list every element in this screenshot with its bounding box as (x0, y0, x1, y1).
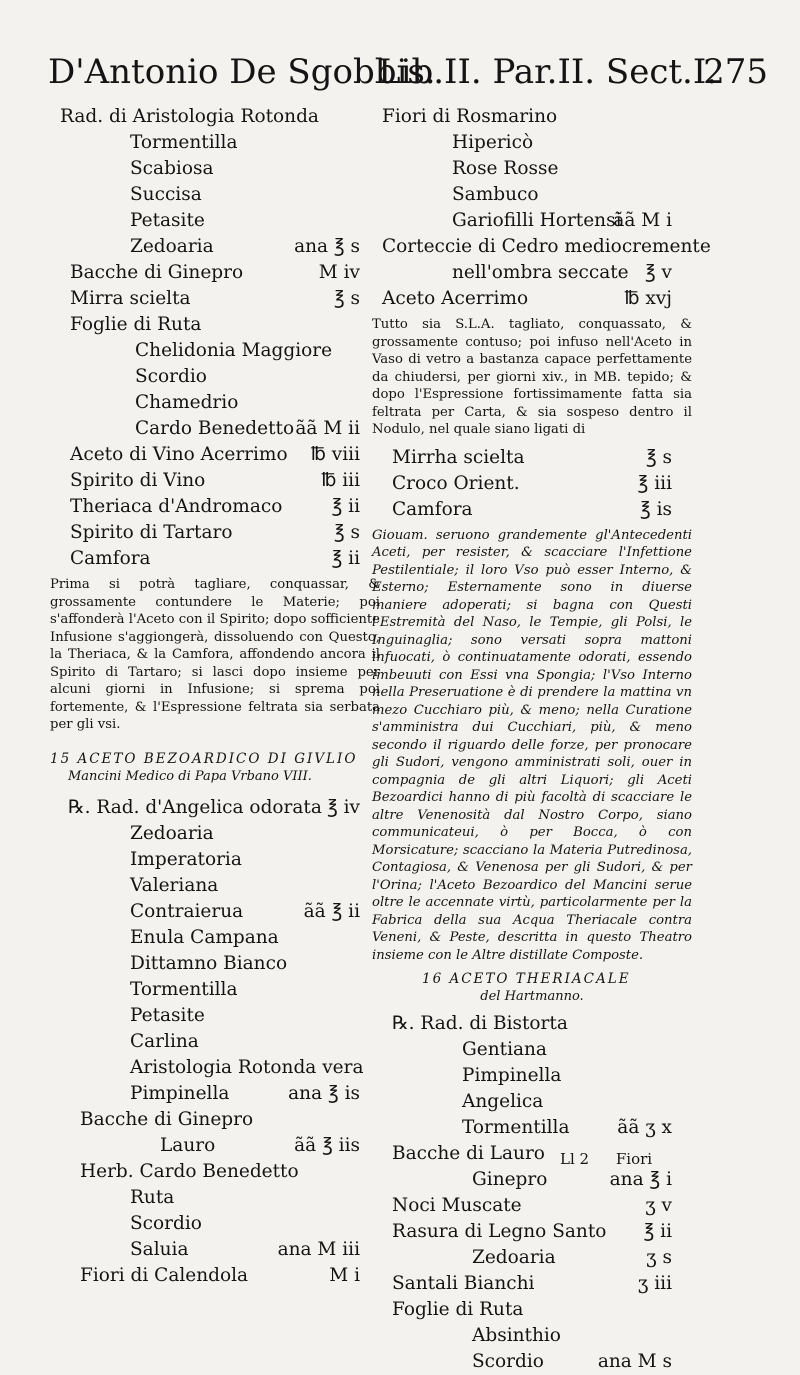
ingredient-line (372, 1193, 692, 1219)
running-head-author: D'Antonio De Sgobbis. (48, 52, 436, 92)
ingredient-line (372, 1271, 692, 1297)
ingredient-line (372, 445, 692, 471)
ingredient-line (372, 1011, 692, 1037)
ingredient-dose: ãã M ii (295, 418, 360, 439)
ingredient-name: Contraierua (130, 900, 244, 922)
catchword: Fiori (615, 1150, 653, 1168)
ingredient-line (372, 1219, 692, 1245)
ingredient-dose: ℥ s (333, 522, 360, 543)
ingredient-line (50, 1029, 380, 1055)
ingredient-name: Spirito di Vino (70, 470, 206, 491)
page-footer (560, 1150, 674, 1168)
ingredient-name: Lauro (160, 1134, 216, 1156)
ingredient-name: Fiori di Calendola (80, 1264, 249, 1286)
ingredient-name: Spirito di Tartaro (70, 522, 233, 543)
ingredient-dose: ãã ℥ iis (294, 1134, 360, 1156)
ingredient-dose: ℥ ii (331, 548, 360, 569)
ingredient-name: Herb. Cardo Benedetto (80, 1160, 299, 1182)
ingredient-name: Gentiana (462, 1039, 547, 1060)
ingredient-dose: ãã M i (613, 210, 672, 231)
ingredient-name: Camfora (392, 498, 473, 520)
right-column (372, 104, 711, 1375)
ingredient-name: Chamedrio (135, 392, 239, 413)
ingredient-line (372, 104, 692, 130)
ingredient-dose: ãã ʒ x (617, 1117, 672, 1138)
ingredient-dose: ana ℥ i (609, 1169, 672, 1190)
ingredient-dose: ℔ viii (310, 444, 360, 465)
recipe-subtitle: Mancini Medico di Papa Vrbano VIII. (68, 768, 312, 784)
ingredient-line (50, 951, 380, 977)
ingredient-name: Zedoaria (472, 1247, 556, 1268)
ingredient-line (50, 546, 380, 572)
ingredient-name: Enula Campana (130, 926, 279, 948)
ingredient-line (50, 977, 380, 1003)
recipe-title: 16 ACETO THERIACALE (422, 971, 631, 987)
ingredient-name: Succisa (130, 184, 202, 205)
ingredient-line (50, 1081, 380, 1107)
usage-paragraph: Giouam. seruono grandemente gl'Antecedenti Aceti, per resister, & scacciare l'Infettione Pestilentiale; il loro Vso può esser Interno, & Esterno; Esternamente sono in diuerse maniere adoperati; si bagna con Questi l'Estremità del Naso, le Tempie, gli Polsi, le Inguinaglia; sono versati sopra mattoni infuocati, ò continuatamente odorati, essendo imbeuuti con Essi vna Spongia; l'Vso Interno nella Preseruatione è di prendere la mattina vn mezo Cucchiaro più, & meno; nella Curatione s'amministra dui Cucchiari, più, & meno secondo il riguardo delle forze, per pronocare gli Sudori, vengono amministrati soli, ouer in compagnia de gli altri Liquori; gli Aceti Bezoardici hanno di più facoltà di scacciare le altre Venenosità dal Nostro Corpo, siano communicateui, ò per Bocca, ò con Morsicature; scacciano la Materia Putredinosa, Contagiosa, & Venenosa per gli Sudori, & per l'Orina; l'Aceto Bezoardico del Mancini serue oltre le accennate virtù, particolarmente per la Fabrica della sua Acqua Theriacale contra Veneni, & Peste, descritta in questo Theatro insieme con le Altre distillate Composte. (372, 527, 692, 963)
ingredient-name: Scordio (472, 1351, 544, 1372)
ingredient-name: Gariofilli Hortensi (452, 210, 622, 231)
ingredient-dose: ℥ ii (331, 496, 360, 517)
ingredient-name: Ruta (130, 1186, 175, 1208)
ingredient-line (50, 899, 380, 925)
ingredient-name: Tormentilla (130, 978, 238, 1000)
recipe-14-ingredients (50, 104, 380, 572)
ingredient-name: Camfora (70, 548, 151, 569)
ingredient-line (50, 494, 380, 520)
ingredient-line (50, 390, 380, 416)
ingredient-name: Bacche di Ginepro (70, 262, 244, 283)
ingredient-name: Tormentilla (462, 1117, 570, 1138)
ingredient-name: Zedoaria (130, 822, 214, 844)
ingredient-name: ℞. Rad. di Bistorta (392, 1013, 568, 1034)
signature-mark: Ll 2 (560, 1150, 590, 1168)
ingredient-line (50, 795, 380, 821)
ingredient-line (50, 338, 380, 364)
ingredient-name: Cardo Benedetto (135, 418, 295, 439)
ingredient-dose: ana M s (597, 1351, 672, 1372)
ingredient-line (50, 925, 380, 951)
ingredient-name: Hipericò (452, 132, 534, 153)
ingredient-name: Fiori di Rosmarino (382, 106, 558, 127)
ingredient-line (50, 364, 380, 390)
ingredient-line (50, 1159, 380, 1185)
ingredient-name: Corteccie di Cedro mediocremente (382, 236, 711, 257)
ingredient-name: Valeriana (130, 874, 219, 896)
ingredient-line (372, 234, 711, 260)
ingredient-line (372, 1323, 692, 1349)
ingredient-dose: ʒ iii (637, 1273, 672, 1294)
ingredient-dose: ana M iii (277, 1238, 360, 1260)
ingredient-name: Petasite (130, 1004, 205, 1026)
page-number: 275 (703, 52, 768, 92)
ingredient-line (50, 104, 380, 130)
ingredient-line (50, 468, 380, 494)
ingredient-line (372, 1167, 692, 1193)
ingredient-line (50, 208, 380, 234)
ingredient-dose: ℥ v (644, 262, 672, 283)
ingredient-line (50, 1263, 380, 1289)
ingredient-dose: ãã ℥ ii (303, 900, 360, 922)
ingredient-name: Sambuco (452, 184, 539, 205)
ingredient-dose: ℔ xvj (624, 288, 672, 309)
ingredient-line (50, 416, 380, 442)
ingredient-line (372, 286, 692, 312)
ingredient-name: Mirrha scielta (392, 446, 525, 468)
ingredient-name: Foglie di Ruta (392, 1299, 524, 1320)
ingredient-name: ℞. Rad. d'Angelica odorata (68, 796, 322, 818)
ingredient-name: Absinthio (472, 1325, 561, 1346)
ingredient-name: Scordio (130, 1212, 202, 1234)
ingredient-name: nell'ombra seccate (452, 262, 629, 283)
recipe-15-ingredients (50, 795, 380, 1289)
ingredient-dose: ℥ is (640, 498, 672, 520)
ingredient-name: Carlina (130, 1030, 199, 1052)
ingredient-line (50, 1107, 380, 1133)
ingredient-dose: M i (329, 1264, 360, 1286)
ingredient-line (50, 182, 380, 208)
left-column (50, 104, 380, 1289)
ingredient-line (372, 497, 692, 523)
ingredient-dose: ʒ v (645, 1195, 672, 1216)
ingredient-line (372, 1089, 692, 1115)
ingredient-dose: ℥ s (645, 446, 672, 468)
ingredient-line (372, 156, 692, 182)
ingredient-line (50, 130, 380, 156)
ingredient-dose: ʒ s (646, 1247, 672, 1268)
ingredient-line (50, 873, 380, 899)
ingredient-name: Chelidonia Maggiore (135, 340, 333, 361)
recipe-title: 15 ACETO BEZOARDICO DI GIVLIO (50, 750, 358, 767)
preparation-paragraph: Prima si potrà tagliare, conquassar, & grossamente contundere le Materie; poi s'affonderà l'Aceto con il Spirito; dopo sofficiente Infusione s'aggiongerà, dissoluendo con Questo, la Theriaca, & la Camfora, affondendo ancora il Spirito di Tartaro; si lasci dopo insieme per alcuni giorni in Infusione; si sprema poi fortemente, & l'Espressione feltrata sia serbata per gli vsi. (50, 577, 380, 732)
ingredient-line (50, 1055, 380, 1081)
ingredient-line (372, 1063, 692, 1089)
ingredient-line (50, 847, 380, 873)
ingredient-name: Santali Bianchi (392, 1273, 535, 1294)
ingredient-name: Theriaca d'Andromaco (70, 496, 283, 517)
ingredient-line (372, 1037, 692, 1063)
ingredient-dose: M iv (318, 262, 360, 283)
ingredient-line (50, 520, 380, 546)
ingredient-line (50, 156, 380, 182)
ingredient-line (372, 130, 692, 156)
ingredient-name: Aceto di Vino Acerrimo (70, 444, 288, 465)
ingredient-name: Dittamno Bianco (130, 952, 288, 974)
recipe-subtitle: del Hartmanno. (480, 989, 584, 1004)
ingredient-line (50, 821, 380, 847)
ingredient-name: Pimpinella (462, 1065, 562, 1086)
ingredient-line (372, 208, 692, 234)
ingredient-line (372, 471, 692, 497)
ingredient-line (372, 260, 692, 286)
ingredient-dose: ℔ iii (321, 470, 360, 491)
ingredient-name: Rad. di Aristologia Rotonda (60, 106, 319, 127)
ingredient-line (372, 1245, 692, 1271)
ingredient-name: Tormentilla (130, 132, 238, 153)
ingredient-line (50, 286, 380, 312)
ingredient-name: Zedoaria (130, 236, 214, 257)
ingredient-line (50, 1003, 380, 1029)
recipe-16-ingredients (372, 1011, 692, 1375)
ingredient-name: Scabiosa (130, 158, 214, 179)
ingredient-name: Pimpinella (130, 1082, 230, 1104)
preparation-paragraph: Tutto sia S.L.A. tagliato, conquassato, & grossamente contuso; poi infuso nell'Aceto in Vaso di vetro a bastanza capace perfettamente da chiudersi, per giorni xiv., in MB. tepido; & dopo l'Espressione fortissimamente fatta sia feltrata per Carta, & sia sospeso dentro il Nodulo, nel quale siano ligati di (372, 317, 692, 437)
ingredient-line (50, 260, 380, 286)
ingredient-dose: ℥ s (333, 288, 360, 309)
ingredient-line (50, 442, 380, 468)
ingredient-name: Saluia (130, 1238, 189, 1260)
ingredient-name: Bacche di Lauro (392, 1143, 545, 1164)
ingredient-name: Foglie di Ruta (70, 314, 202, 335)
ingredient-dose: ana ℥ is (288, 1082, 360, 1104)
ingredient-line (50, 234, 380, 260)
ingredient-line (50, 1133, 380, 1159)
recipe-14-ingredients-continued (372, 104, 711, 312)
ingredient-name: Scordio (135, 366, 207, 387)
ingredient-name: Angelica (462, 1091, 544, 1112)
ingredient-line (372, 1349, 692, 1375)
ingredient-line (372, 1115, 692, 1141)
nodulo-ingredients (372, 445, 692, 523)
ingredient-line (50, 312, 380, 338)
ingredient-name: Petasite (130, 210, 205, 231)
ingredient-line (372, 1297, 692, 1323)
ingredient-line (50, 1185, 380, 1211)
ingredient-dose: ℥ iii (637, 472, 672, 494)
ingredient-name: Imperatoria (130, 848, 242, 870)
ingredient-dose: ℥ ii (643, 1221, 672, 1242)
page-header (48, 44, 768, 100)
ingredient-name: Mirra scielta (70, 288, 191, 309)
ingredient-name: Noci Muscate (392, 1195, 522, 1216)
ingredient-line (50, 1211, 380, 1237)
running-head-section: Lib.II. Par.II. Sect.I. (378, 52, 718, 92)
ingredient-name: Croco Orient. (392, 472, 520, 494)
ingredient-line (50, 1237, 380, 1263)
ingredient-line (372, 182, 692, 208)
ingredient-name: Aceto Acerrimo (382, 288, 529, 309)
ingredient-name: Aristologia Rotonda vera (130, 1056, 364, 1078)
ingredient-name: Rasura di Legno Santo (392, 1221, 607, 1242)
ingredient-name: Rose Rosse (452, 158, 559, 179)
ingredient-dose: ana ℥ s (294, 236, 360, 257)
ingredient-dose: ℥ iv (327, 796, 360, 818)
ingredient-name: Ginepro (472, 1169, 548, 1190)
ingredient-name: Bacche di Ginepro (80, 1108, 254, 1130)
